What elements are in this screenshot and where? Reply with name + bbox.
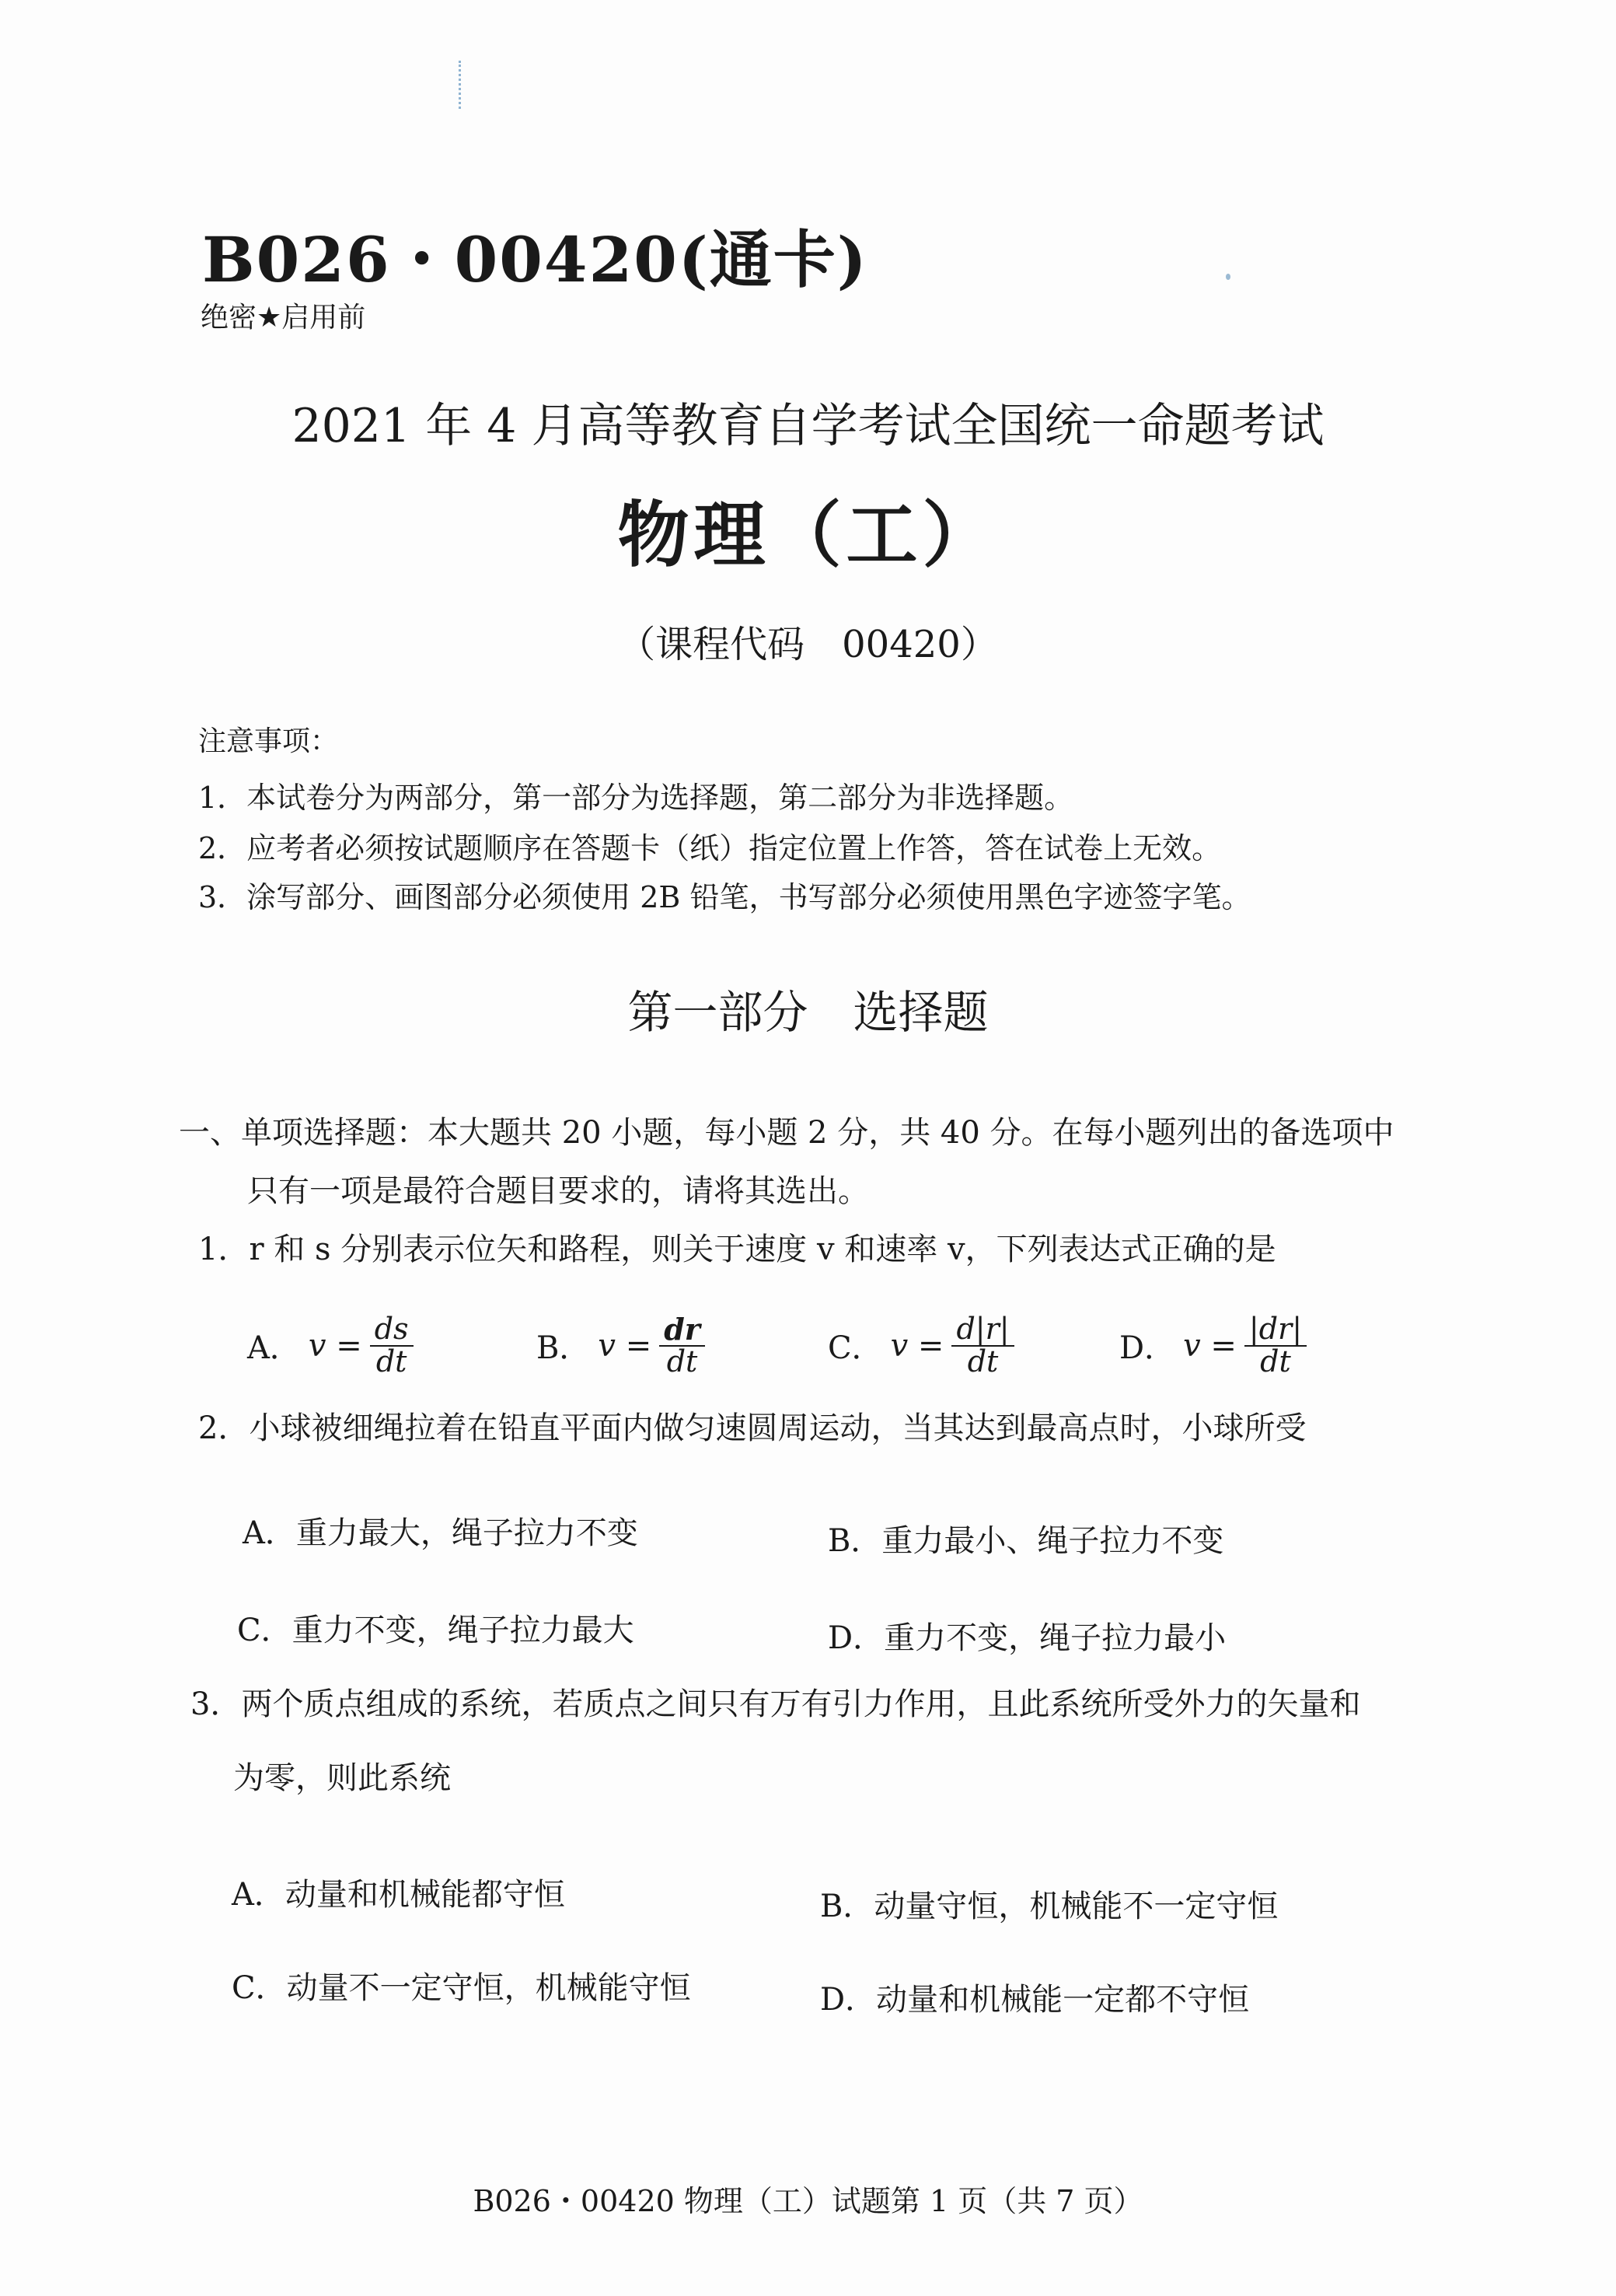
scan-artifact xyxy=(1226,274,1230,280)
question-stem: 为零，则此系统 xyxy=(233,1760,451,1796)
option-b: B．重力最小、绳子拉力不变 xyxy=(828,1523,1224,1559)
option-d: D．重力不变，绳子拉力最小 xyxy=(828,1620,1227,1656)
page-footer: B026・00420 物理（工）试题第 1 页（共 7 页） xyxy=(473,2184,1143,2218)
subject-title: 物理（工） xyxy=(617,493,999,577)
paper-code: B026・00420(通卡) xyxy=(202,223,868,296)
question-stem: 1．r 和 s 分别表示位矢和路程，则关于速度 v 和速率 v，下列表达式正确的是 xyxy=(198,1232,1276,1267)
option-a: A．动量和机械能都守恒 xyxy=(232,1877,565,1913)
exam-title: 2021 年 4 月高等教育自学考试全国统一命题考试 xyxy=(291,399,1325,453)
note-item: 1．本试卷分为两部分，第一部分为选择题，第二部分为非选择题。 xyxy=(198,781,1074,815)
fraction: $\frac{dr}{dt}$ xyxy=(659,1314,705,1378)
question-stem: 2．小球被细绳拉着在铅直平面内做匀速圆周运动，当其达到最高点时，小球所受 xyxy=(198,1410,1307,1446)
section-instructions: 一、单项选择题：本大题共 20 小题，每小题 2 分，共 40 分。在每小题列出的备选项中 xyxy=(179,1115,1394,1151)
note-item: 3．涂写部分、画图部分必须使用 2B 铅笔，书写部分必须使用黑色字迹签字笔。 xyxy=(198,880,1251,914)
fraction: $\frac{|dr|}{dt}$ xyxy=(1244,1314,1307,1378)
option-d: D． v = $\frac{|dr|}{dt}$ xyxy=(1119,1314,1307,1378)
option-c: C．重力不变，绳子拉力最大 xyxy=(237,1613,634,1648)
note-item: 2．应考者必须按试题顺序在答题卡（纸）指定位置上作答，答在试卷上无效。 xyxy=(198,831,1222,865)
option-c: C． v = $\frac{d|r|}{dt}$ xyxy=(828,1314,1014,1378)
part-title: 第一部分 选择题 xyxy=(627,986,989,1039)
secret-mark: 绝密★启用前 xyxy=(201,302,366,334)
option-a: A．重力最大，绳子拉力不变 xyxy=(243,1515,638,1551)
course-code: （课程代码 00420） xyxy=(618,623,998,666)
fraction: $\frac{d|r|}{dt}$ xyxy=(951,1314,1014,1378)
notes-heading: 注意事项： xyxy=(198,725,339,757)
fraction: $\frac{ds}{dt}$ xyxy=(370,1314,414,1378)
option-a: A． v = $\frac{ds}{dt}$ xyxy=(247,1314,414,1378)
question-stem: 3．两个质点组成的系统，若质点之间只有万有引力作用，且此系统所受外力的矢量和 xyxy=(190,1686,1361,1722)
scan-artifact xyxy=(459,61,467,109)
option-c: C．动量不一定守恒，机械能守恒 xyxy=(232,1970,691,2006)
section-instructions: 只有一项是最符合题目要求的，请将其选出。 xyxy=(247,1173,869,1209)
option-b: B． v = $\frac{dr}{dt}$ xyxy=(536,1314,705,1378)
option-d: D．动量和机械能一定都不守恒 xyxy=(820,1982,1250,2018)
option-b: B．动量守恒，机械能不一定守恒 xyxy=(820,1889,1279,1924)
